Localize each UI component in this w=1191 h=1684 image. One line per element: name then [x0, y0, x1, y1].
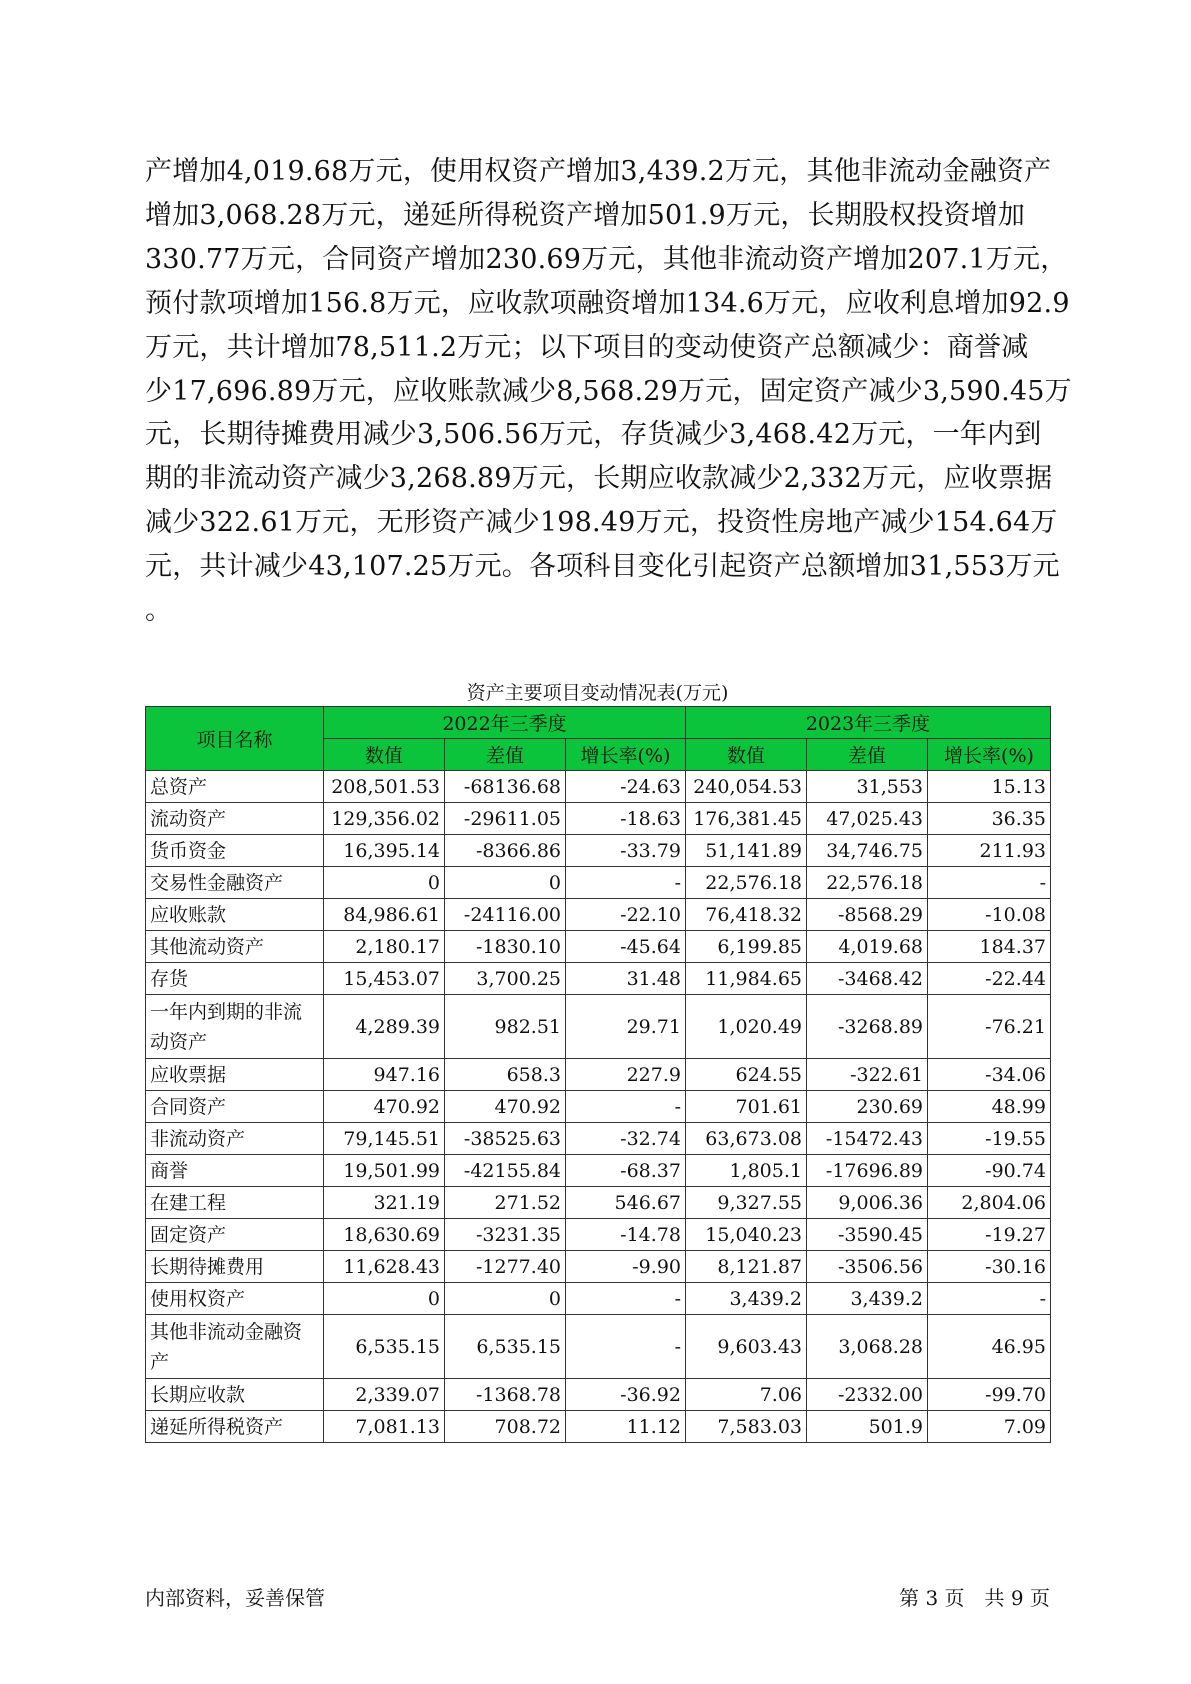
row-item-name: 非流动资产 [146, 1123, 324, 1155]
paragraph-line: 元，长期待摊费用减少3,506.56万元，存货减少3,468.42万元，一年内到 [145, 419, 1042, 451]
row-item-name: 商誉 [146, 1155, 324, 1187]
paragraph-line: 增加3,068.28万元，递延所得税资产增加501.9万元，长期股权投资增加 [145, 199, 1026, 231]
row-cell-value: -42155.84 [445, 1155, 566, 1187]
row-cell-value: 76,418.32 [686, 899, 807, 931]
table-row [146, 771, 1051, 803]
row-cell-value: 18,630.69 [324, 1219, 445, 1251]
row-cell-value: -76.21 [928, 995, 1051, 1059]
row-cell-value: 982.51 [445, 995, 566, 1059]
paragraph-line: 产增加4,019.68万元，使用权资产增加3,439.2万元，其他非流动金融资产 [145, 156, 1052, 187]
body-paragraph [145, 150, 1072, 633]
row-item-name: 长期待摊费用 [146, 1251, 324, 1283]
row-item-name: 货币资金 [146, 835, 324, 867]
row-cell-value: 4,019.68 [807, 931, 928, 963]
row-cell-value: - [566, 867, 686, 899]
footer-page-number: 第 3 页 共 9 页 [899, 1586, 1050, 1610]
row-cell-value: -2332.00 [807, 1379, 928, 1411]
row-cell-value: 15,453.07 [324, 963, 445, 995]
row-cell-value: -14.78 [566, 1219, 686, 1251]
row-cell-value: 19,501.99 [324, 1155, 445, 1187]
row-cell-value: 321.19 [324, 1187, 445, 1219]
row-cell-value: 6,535.15 [445, 1315, 566, 1379]
row-cell-value: 624.55 [686, 1059, 807, 1091]
row-item-name: 使用权资产 [146, 1283, 324, 1315]
difference-header: 差值 [445, 739, 566, 771]
row-item-name: 存货 [146, 963, 324, 995]
table-row [146, 1123, 1051, 1155]
paragraph-line: 。 [145, 595, 173, 627]
row-cell-value: 79,145.51 [324, 1123, 445, 1155]
row-cell-value: -1830.10 [445, 931, 566, 963]
row-item-name: 一年内到期的非流动资产 [146, 995, 324, 1059]
row-cell-value: 271.52 [445, 1187, 566, 1219]
row-cell-value: -3231.35 [445, 1219, 566, 1251]
row-cell-value: 3,439.2 [686, 1283, 807, 1315]
period-2023-header: 2023年三季度 [686, 707, 1051, 739]
row-cell-value: 0 [324, 1283, 445, 1315]
row-cell-value: -34.06 [928, 1059, 1051, 1091]
row-cell-value: -19.55 [928, 1123, 1051, 1155]
row-cell-value: -22.10 [566, 899, 686, 931]
table-row [146, 835, 1051, 867]
table-row [146, 1283, 1051, 1315]
row-cell-value: 51,141.89 [686, 835, 807, 867]
row-cell-value: 947.16 [324, 1059, 445, 1091]
table-row [146, 1059, 1051, 1091]
value-header: 数值 [324, 739, 445, 771]
row-cell-value: -8366.86 [445, 835, 566, 867]
paragraph-line: 330.77万元，合同资产增加230.69万元，其他非流动资产增加207.1万元， [145, 243, 1068, 275]
row-item-name: 流动资产 [146, 803, 324, 835]
row-item-name: 在建工程 [146, 1187, 324, 1219]
row-item-name: 应收票据 [146, 1059, 324, 1091]
row-cell-value: 11,628.43 [324, 1251, 445, 1283]
row-cell-value: 8,121.87 [686, 1251, 807, 1283]
row-cell-value: 708.72 [445, 1411, 566, 1443]
row-cell-value: 2,180.17 [324, 931, 445, 963]
table-row [146, 963, 1051, 995]
row-cell-value: -1368.78 [445, 1379, 566, 1411]
row-cell-value: 16,395.14 [324, 835, 445, 867]
row-cell-value: - [928, 1283, 1051, 1315]
row-cell-value: -90.74 [928, 1155, 1051, 1187]
table-row [146, 1155, 1051, 1187]
difference-header: 差值 [807, 739, 928, 771]
row-cell-value: 0 [445, 1283, 566, 1315]
row-cell-value: 211.93 [928, 835, 1051, 867]
row-cell-value: 11,984.65 [686, 963, 807, 995]
table-row [146, 931, 1051, 963]
period-2022-header: 2022年三季度 [324, 707, 686, 739]
row-item-name: 递延所得税资产 [146, 1411, 324, 1443]
row-cell-value: 22,576.18 [686, 867, 807, 899]
row-cell-value: 46.95 [928, 1315, 1051, 1379]
row-cell-value: 7,081.13 [324, 1411, 445, 1443]
table-row [146, 1315, 1051, 1379]
row-cell-value: - [928, 867, 1051, 899]
row-cell-value: 9,603.43 [686, 1315, 807, 1379]
row-item-name: 固定资产 [146, 1219, 324, 1251]
row-cell-value: -68.37 [566, 1155, 686, 1187]
row-cell-value: -29611.05 [445, 803, 566, 835]
row-item-name: 应收账款 [146, 899, 324, 931]
row-cell-value: 501.9 [807, 1411, 928, 1443]
table-row [146, 1219, 1051, 1251]
table-row [146, 1379, 1051, 1411]
footer-confidential-note: 内部资料，妥善保管 [145, 1586, 325, 1610]
growth-rate-header: 增长率(%) [928, 739, 1051, 771]
row-cell-value: 6,535.15 [324, 1315, 445, 1379]
growth-rate-header: 增长率(%) [566, 739, 686, 771]
table-row [146, 899, 1051, 931]
row-cell-value: 15,040.23 [686, 1219, 807, 1251]
row-cell-value: -30.16 [928, 1251, 1051, 1283]
row-cell-value: -24116.00 [445, 899, 566, 931]
row-cell-value: -19.27 [928, 1219, 1051, 1251]
row-cell-value: 9,327.55 [686, 1187, 807, 1219]
row-cell-value: 0 [445, 867, 566, 899]
row-cell-value: 2,804.06 [928, 1187, 1051, 1219]
table-row [146, 1091, 1051, 1123]
row-cell-value: 6,199.85 [686, 931, 807, 963]
row-cell-value: 230.69 [807, 1091, 928, 1123]
row-cell-value: 15.13 [928, 771, 1051, 803]
row-cell-value: - [566, 1315, 686, 1379]
row-cell-value: 2,339.07 [324, 1379, 445, 1411]
row-cell-value: 63,673.08 [686, 1123, 807, 1155]
paragraph-line: 元，共计减少43,107.25万元。各项科目变化引起资产总额增加31,553万元 [145, 551, 1060, 583]
row-cell-value: 208,501.53 [324, 771, 445, 803]
paragraph-line: 少17,696.89万元，应收账款减少8,568.29万元，固定资产减少3,590.45万 [145, 375, 1072, 407]
row-cell-value: -24.63 [566, 771, 686, 803]
row-cell-value: 470.92 [324, 1091, 445, 1123]
row-cell-value: -1277.40 [445, 1251, 566, 1283]
row-item-name: 其他流动资产 [146, 931, 324, 963]
row-cell-value: -18.63 [566, 803, 686, 835]
row-item-name: 交易性金融资产 [146, 867, 324, 899]
row-cell-value: 47,025.43 [807, 803, 928, 835]
row-cell-value: -3590.45 [807, 1219, 928, 1251]
row-cell-value: -45.64 [566, 931, 686, 963]
row-cell-value: -3268.89 [807, 995, 928, 1059]
table-body [146, 771, 1051, 1443]
table-row [146, 1187, 1051, 1219]
row-cell-value: 240,054.53 [686, 771, 807, 803]
row-cell-value: 34,746.75 [807, 835, 928, 867]
table-row [146, 1411, 1051, 1443]
item-name-header: 项目名称 [146, 707, 324, 771]
paragraph-line: 万元，共计增加78,511.2万元；以下项目的变动使资产总额减少：商誉减 [145, 331, 1029, 363]
row-cell-value: 9,006.36 [807, 1187, 928, 1219]
row-cell-value: -33.79 [566, 835, 686, 867]
row-cell-value: -68136.68 [445, 771, 566, 803]
row-cell-value: -3506.56 [807, 1251, 928, 1283]
row-cell-value: 0 [324, 867, 445, 899]
row-cell-value: 1,805.1 [686, 1155, 807, 1187]
row-cell-value: 658.3 [445, 1059, 566, 1091]
row-cell-value: -99.70 [928, 1379, 1051, 1411]
row-cell-value: 22,576.18 [807, 867, 928, 899]
table-row [146, 803, 1051, 835]
row-cell-value: -322.61 [807, 1059, 928, 1091]
paragraph-line: 预付款项增加156.8万元，应收款项融资增加134.6万元，应收利息增加92.9 [145, 287, 1070, 319]
asset-change-table [145, 706, 1051, 1443]
row-cell-value: -9.90 [566, 1251, 686, 1283]
row-cell-value: 84,986.61 [324, 899, 445, 931]
row-cell-value: -32.74 [566, 1123, 686, 1155]
row-cell-value: 3,700.25 [445, 963, 566, 995]
row-cell-value: 3,068.28 [807, 1315, 928, 1379]
row-cell-value: 4,289.39 [324, 995, 445, 1059]
row-cell-value: 227.9 [566, 1059, 686, 1091]
paragraph-line: 期的非流动资产减少3,268.89万元，长期应收款减少2,332万元，应收票据 [145, 463, 1053, 495]
row-cell-value: 7.06 [686, 1379, 807, 1411]
row-cell-value: -8568.29 [807, 899, 928, 931]
table-row [146, 867, 1051, 899]
row-cell-value: 470.92 [445, 1091, 566, 1123]
paragraph-line: 减少322.61万元，无形资产减少198.49万元，投资性房地产减少154.64万 [145, 507, 1058, 539]
table-caption: 资产主要项目变动情况表(万元) [466, 682, 729, 704]
row-cell-value: -10.08 [928, 899, 1051, 931]
table-row [146, 1251, 1051, 1283]
row-cell-value: -17696.89 [807, 1155, 928, 1187]
row-cell-value: 1,020.49 [686, 995, 807, 1059]
row-cell-value: 36.35 [928, 803, 1051, 835]
row-item-name: 其他非流动金融资产 [146, 1315, 324, 1379]
row-cell-value: -22.44 [928, 963, 1051, 995]
row-item-name: 总资产 [146, 771, 324, 803]
row-cell-value: -36.92 [566, 1379, 686, 1411]
row-cell-value: 7.09 [928, 1411, 1051, 1443]
row-cell-value: 184.37 [928, 931, 1051, 963]
row-cell-value: -3468.42 [807, 963, 928, 995]
row-cell-value: 29.71 [566, 995, 686, 1059]
row-cell-value: 48.99 [928, 1091, 1051, 1123]
row-cell-value: -38525.63 [445, 1123, 566, 1155]
value-header: 数值 [686, 739, 807, 771]
row-item-name: 合同资产 [146, 1091, 324, 1123]
row-cell-value: 31.48 [566, 963, 686, 995]
row-cell-value: -15472.43 [807, 1123, 928, 1155]
row-cell-value: 129,356.02 [324, 803, 445, 835]
row-cell-value: 176,381.45 [686, 803, 807, 835]
row-cell-value: 31,553 [807, 771, 928, 803]
row-cell-value: 7,583.03 [686, 1411, 807, 1443]
row-item-name: 长期应收款 [146, 1379, 324, 1411]
table-row [146, 995, 1051, 1059]
row-cell-value: - [566, 1091, 686, 1123]
row-cell-value: 546.67 [566, 1187, 686, 1219]
row-cell-value: 11.12 [566, 1411, 686, 1443]
row-cell-value: 3,439.2 [807, 1283, 928, 1315]
row-cell-value: 701.61 [686, 1091, 807, 1123]
row-cell-value: - [566, 1283, 686, 1315]
